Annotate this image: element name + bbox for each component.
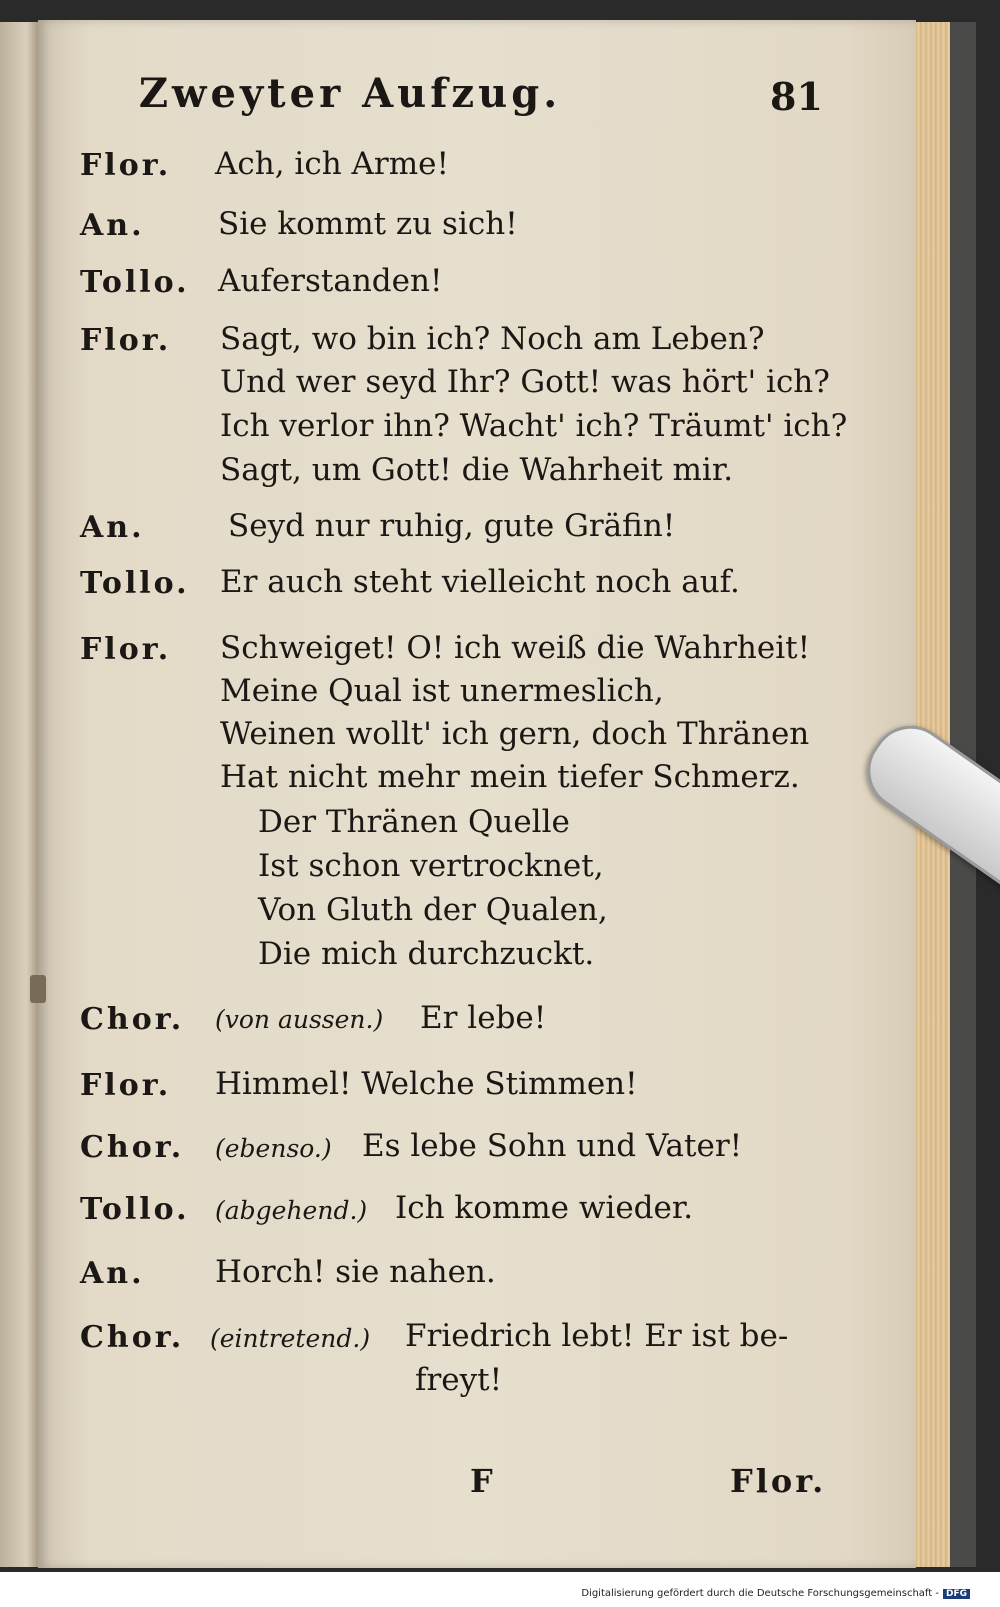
verse-line: Himmel! Welche Stimmen! <box>215 1066 638 1102</box>
verse-line: Schweiget! O! ich weiß die Wahrheit! <box>220 630 811 666</box>
verse-line: Er auch steht vielleicht noch auf. <box>220 564 740 600</box>
speaker-label: Tollo. <box>80 1192 190 1227</box>
verse-line: Friedrich lebt! Er ist be- <box>405 1318 789 1354</box>
stage-direction: (von aussen.) <box>215 1005 384 1034</box>
stage-direction: (eintretend.) <box>210 1324 371 1353</box>
verse-line: Es lebe Sohn und Vater! <box>362 1128 743 1164</box>
verse-line: Weinen wollt' ich gern, doch Thränen <box>220 716 810 752</box>
verse-line: Hat nicht mehr mein tiefer Schmerz. <box>220 759 800 795</box>
credit-text: Digitalisierung gefördert durch die Deutsche Forschungsgemeinschaft - <box>581 1588 939 1599</box>
previous-page-edge <box>0 22 38 1567</box>
verse-line: Ich verlor ihn? Wacht' ich? Träumt' ich? <box>220 408 848 444</box>
speaker-label: Flor. <box>80 1068 172 1103</box>
page-number: 81 <box>770 74 823 119</box>
verse-line: freyt! <box>415 1362 503 1398</box>
speaker-label: Flor. <box>80 323 172 358</box>
speaker-label: Tollo. <box>80 566 190 601</box>
verse-line: Und wer seyd Ihr? Gott! was hört' ich? <box>220 364 830 400</box>
stage-direction: (abgehend.) <box>215 1196 368 1225</box>
verse-line: Sagt, um Gott! die Wahrheit mir. <box>220 452 734 488</box>
speaker-label: Chor. <box>80 1130 185 1165</box>
verse-line: Meine Qual ist unermeslich, <box>220 673 664 709</box>
speaker-label: Chor. <box>80 1002 185 1037</box>
verse-line: Von Gluth der Qualen, <box>258 892 608 928</box>
speaker-label: Flor. <box>80 148 172 183</box>
speaker-label: An. <box>80 208 145 243</box>
verse-line: Sie kommt zu sich! <box>218 206 518 242</box>
speaker-label: An. <box>80 510 145 545</box>
dfg-logo: DFG <box>943 1589 970 1599</box>
speaker-label: Tollo. <box>80 265 190 300</box>
stage-direction: (ebenso.) <box>215 1134 332 1163</box>
verse-line: Er lebe! <box>420 1000 547 1036</box>
binding-thread <box>30 975 46 1003</box>
verse-line: Der Thränen Quelle <box>258 804 570 840</box>
running-title: Zweyter Aufzug. <box>138 70 562 117</box>
catchword: Flor. <box>730 1462 827 1500</box>
verse-line: Seyd nur ruhig, gute Gräfin! <box>228 508 676 544</box>
verse-line: Horch! sie nahen. <box>215 1254 496 1290</box>
digitization-credit <box>581 1588 970 1599</box>
verse-line: Ist schon vertrocknet, <box>258 848 604 884</box>
verse-line: Die mich durchzuckt. <box>258 936 595 972</box>
signature-mark: F <box>470 1462 493 1500</box>
verse-line: Sagt, wo bin ich? Noch am Leben? <box>220 321 765 357</box>
speaker-label: Flor. <box>80 632 172 667</box>
verse-line: Auferstanden! <box>218 263 443 299</box>
verse-line: Ich komme wieder. <box>395 1190 694 1226</box>
speaker-label: An. <box>80 1256 145 1291</box>
verse-line: Ach, ich Arme! <box>215 146 449 182</box>
speaker-label: Chor. <box>80 1320 185 1355</box>
